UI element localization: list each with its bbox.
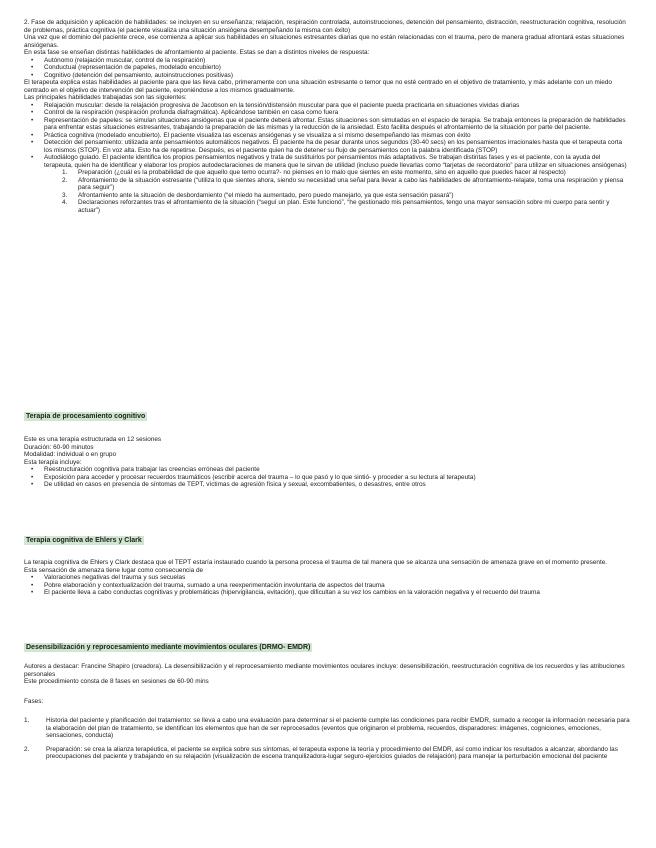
list-item: • Detección del pensamiento: utilizada ante pensamientos automáticos negativos. El paciente ha de pesar durante unos segundos (30-40 secs) en los pensamientos irracionales hasta que el terapeuta corta los mismos (STOP). En voz alta. Esto ha de repetirse. Después, es el paciente quien ha de detener su flujo de pensamientos con la palabra identificada (STOP) bbox=[44, 139, 630, 154]
list-item: 2. Preparación: se crea la alianza terapéutica, el paciente se explica sobre sus síntomas, el terapeuta expone la teoría y procedimiento del EMDR, así como indicar los resultados a alcanzar, abordando las preocupaciones del paciente y trabajando en su relajación (visualización de escena tranquilizadora-lugar seguro-ejercicios guiados de relajación) para manejar la perturbación emocional del paciente bbox=[24, 745, 618, 760]
text-line: Este es una terapia estructurada en 12 sesiones bbox=[24, 436, 162, 443]
ehlers-section bbox=[0, 559, 656, 597]
text-line: Autores a destacar: Francine Shapiro (creadora). La desensibilización y el reprocesamiento mediante movimientos oculares incluye: desensibilización, reestructuración cognitiva de los recuerdos y las atribuciones personales bbox=[24, 663, 625, 678]
list-item: • Pobre elaboración y contextualización del trauma, sumado a una reexperimentación involuntaria de aspectos del trauma bbox=[44, 582, 630, 590]
list-item: 2. Afrontamiento de la situación estresante (“utiliza lo que sientes ahora, siendo su necesidad una señal para llevar a cabo las habilidades de afrontamiento-relajate, toma una respiración y piensa para seguir”) bbox=[62, 176, 624, 191]
list-item: • Conductual (representación de papeles, modelado encubierto) bbox=[44, 64, 630, 72]
list-item: • Autónomo (relajación muscular, control de la respiración) bbox=[44, 57, 630, 65]
text-line: Esta terapia incluye: bbox=[24, 458, 82, 466]
list-item: • Reestructuración cognitiva para trabajar las creencias erróneas del paciente bbox=[44, 466, 630, 474]
intro-paragraph: Las principales habilidades trabajadas son las siguientes: bbox=[24, 94, 187, 101]
intro-paragraph: En esta fase se enseñan distintas habilidades de afrontamiento al paciente. Estas se dan a distintos niveles de respuesta: bbox=[24, 49, 370, 56]
intro-paragraph: El terapeuta explica estas habilidades al paciente para que las lleva cabo, primeramente con una situación estresante o temor que no esté centrado en el objetivo de tratamiento, y más adelante con un miedo centrado en el objetivo de intervención del paciente, exponiéndose a los mismos gradualmente. bbox=[24, 79, 612, 94]
intro-paragraph: 2. Fase de adquisición y aplicación de habilidades: se incluyen en su enseñanza; relajación, respiración controlada, autoinstrucciones, detención del pensamiento, distracción, reestructuración cognitiva, resolución de problemas, práctica cognitiva (el paciente visualiza una situación ansiógena desempeñando la misma con éxito) bbox=[24, 19, 626, 34]
section-heading-emdr: Desensibilización y reprocesamiento mediante movimientos oculares (DRMO- EMDR) bbox=[26, 644, 311, 651]
cpt-section bbox=[0, 436, 656, 489]
list-item: • De utilidad en casos en presencia de síntomas de TEPT, víctimas de agresión física y sexual, excombatientes, o desastres, entre otros bbox=[44, 481, 630, 489]
list-item: • Cognitivo (detención del pensamiento, autoinstrucciones positivas) bbox=[44, 72, 630, 80]
text-line: Esta sensación de amenaza tiene lugar como consecuencia de bbox=[24, 566, 204, 574]
text-line: Este procedimiento consta de 8 fases en sesiones de 60-90 mins bbox=[24, 678, 209, 685]
list-item: 1. Preparación (¿cuál es la probabilidad de que aquello que temo ocurra?- no pienses en lo malo que sientes en este momento, sino en aquello que puedes hacer al respecto) bbox=[62, 169, 566, 176]
phases-list bbox=[24, 169, 630, 214]
text-line: Duración: 60-90 minutos bbox=[24, 443, 94, 451]
levels-list bbox=[24, 57, 630, 80]
skills-list bbox=[24, 102, 630, 170]
cpt-list bbox=[24, 466, 630, 489]
list-item: • Práctica cognitiva (modelado encubierto). El paciente visualiza las escenas ansiógenas y se visualiza a sí mismo desempeñando las mismas con éxito bbox=[44, 132, 630, 140]
list-item: • Control de la respiración (respiración profunda diafragmática). Aplicándose también en casa como fuera bbox=[44, 109, 630, 117]
text-line: Modalidad: individual o en grupo bbox=[24, 451, 117, 458]
ehlers-list bbox=[24, 574, 630, 597]
text-line: La terapia cognitiva de Ehlers y Clark destaca que el TEPT estaría instaurado cuando la persona procesa el trauma de tal manera que se alcanza una sensación de amenaza grave en el momento presente. bbox=[24, 559, 608, 566]
phases-label: Fases: bbox=[24, 697, 44, 705]
intro-paragraph: Una vez que el dominio del paciente crece, ese comienza a aplicar sus habilidades en situaciones estresantes diarias que no están relacionadas con el trauma, pero de manera gradual afrontará estas situaciones ansiógenas. bbox=[24, 34, 625, 49]
list-item: • Autodiálogo guiado. El paciente identifica los propios pensamientos negativos y trata de sustituirlos por pensamientos más adaptativos. Se trabajan distintas fases y es el paciente, con la ayuda del terapeuta, quien ha de identificar y elaborar los propios autodeclaraciones de manera que le sirvan de utilidad (incluso puede llevarlas como “tarjetas de recordatorio” para utilizar en situaciones ansiógenas) bbox=[44, 154, 630, 169]
emdr-phases-list bbox=[24, 717, 630, 761]
intro-section bbox=[0, 19, 656, 214]
list-item: • Exposición para acceder y procesar recuerdos traumáticos (escribir acerca del trauma – lo que pasó y lo que sintió- y proceder a su lectura al terapeuta) bbox=[44, 474, 630, 482]
emdr-section bbox=[0, 663, 656, 761]
list-item: • El paciente lleva a cabo conductas cognitivas y problemáticas (hipervigilancia, evitación), que dificultan a su vez los cambios en la valoración negativa y el recuerdo del trauma bbox=[44, 589, 630, 597]
section-heading-ehlers: Terapia cognitiva de Ehlers y Clark bbox=[26, 537, 142, 544]
list-item: 3. Afrontamiento ante la situación de desbordamiento (“el miedo ha aumentado, pero puedo manejarlo, ya que esta sensación pasará”) bbox=[62, 191, 454, 199]
list-item: 1. Historia del paciente y planificación del tratamiento: se lleva a cabo una evaluación para determinar si el paciente cumple las condiciones para recibir EMDR, sumado a recoger la información necesaria para la elaboración del plan de tratamiento, se identifican los elementos que han de ser reprocesados (eventos que originaron el problema, recuerdos, disparadores: imágenes, cogniciones, emociones, sensaciones, conducta) bbox=[24, 717, 630, 739]
section-heading-cpt: Terapia de procesamiento cognitivo bbox=[26, 413, 146, 420]
list-item: • Representación de papeles: se simulan situaciones ansiógenas que el paciente deberá afrontar. Estas situaciones son simuladas en el espacio de terapia. Se trabaja entonces la preparación de habilidades para enfrentar estas situaciones estresantes, trabajando la preparación de las mismas y la reducción de la ansiedad. Esto facilita después el afrontamiento de la situación por parte del paciente. bbox=[44, 117, 630, 132]
list-item: 4. Declaraciones reforzantes tras el afrontamiento de la situación (“seguí un plan. Este funcionó”, “he gestionado mis pensamientos, tengo una mayor sensación sobre mi cuerpo para sentir y actuar”) bbox=[62, 199, 610, 214]
list-item: • Relajación muscular: desde la relajación progresiva de Jacobson en la tensión/distensión muscular para que el paciente pueda practicarla en situaciones vividas diarias bbox=[44, 102, 630, 110]
list-item: • Valoraciones negativas del trauma y sus secuelas bbox=[44, 574, 630, 582]
